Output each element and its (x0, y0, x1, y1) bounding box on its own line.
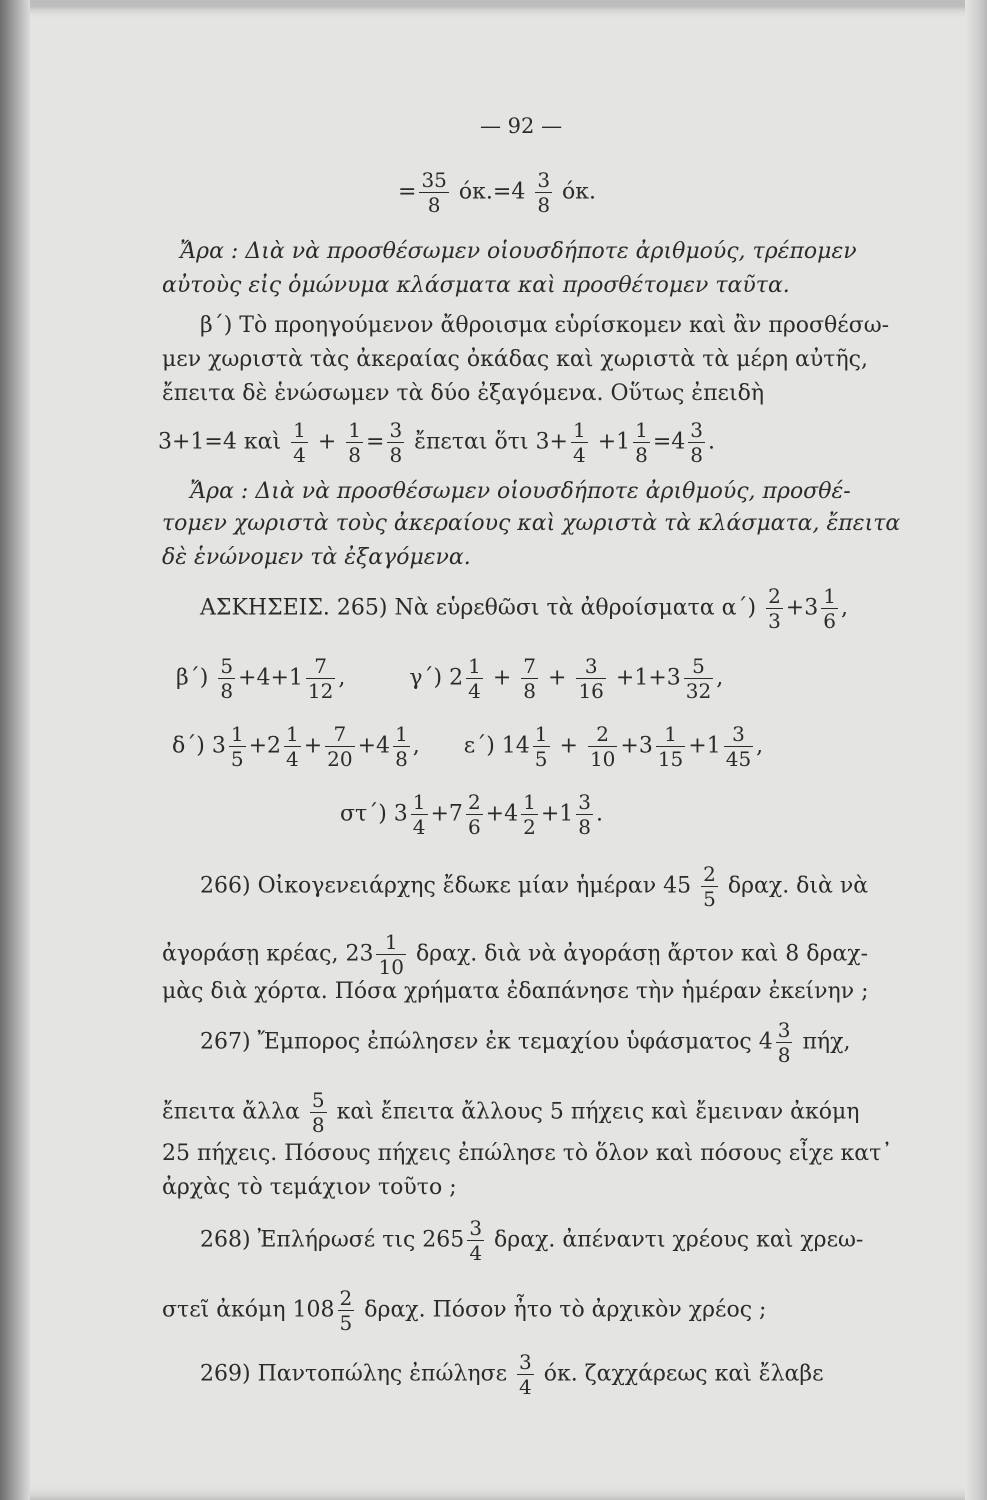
rule2-line2: τομεν χωριστὰ τοὺς ἀκεραίους καὶ χωριστὰ τὰ κλάσματα, ἔπειτα (162, 511, 901, 536)
exercise-265-d-e (172, 724, 763, 769)
problem-269-line1 (200, 1352, 824, 1397)
equation-1 (398, 170, 596, 215)
exercise-text: ΑΣΚΗΣΕΙΣ. 265) Νὰ εὑρεθῶσι τὰ ἀθροίσματα α΄) (200, 595, 757, 621)
fraction: $\frac{1}{4}$ (468, 654, 481, 703)
problem-text: στεῖ ἀκόμη 108 (162, 1297, 335, 1323)
exercise-label: ε΄) 14 (463, 733, 530, 759)
page-right-edge (965, 0, 987, 1500)
fraction: $\frac{1}{5}$ (230, 722, 244, 771)
fraction: $\frac{1}{4}$ (572, 418, 586, 467)
fraction: $\frac{2}{10}$ (589, 722, 616, 771)
plus-sign: + (317, 429, 337, 455)
eq-text: +4 (485, 801, 519, 827)
problem-text: δραχ. διὰ νὰ ἀγοράσῃ ἄρτον καὶ 8 δραχ- (415, 941, 869, 967)
problem-text: 266) Οἰκογενειάρχης ἔδωκε μίαν ἡμέραν 45 (200, 873, 692, 899)
eq-sign: = (398, 179, 417, 205)
exercise-label: στ΄) 3 (340, 801, 408, 827)
eq-text: , (338, 665, 346, 691)
fraction: $\frac{1}{8}$ (395, 722, 408, 771)
fraction: $\frac{5}{32}$ (685, 654, 712, 703)
eq-text: , (412, 733, 420, 759)
fraction: $\frac{3}{16}$ (578, 654, 604, 703)
problem-266-line2 (162, 932, 868, 977)
fraction: $\frac{1}{8}$ (635, 418, 648, 467)
fraction: $\frac{2}{5}$ (703, 862, 716, 911)
fraction: $\frac{1}{15}$ (657, 722, 684, 771)
fraction: $\frac{1}{4}$ (286, 722, 299, 771)
problem-267-line2 (162, 1090, 859, 1135)
plus-sign: + (548, 665, 567, 691)
equation-2 (158, 420, 715, 465)
plus-sign: + (303, 733, 323, 759)
plus-sign: + (492, 665, 512, 691)
problem-267-line4: ἀρχὰς τὸ τεμάχιον τοῦτο ; (162, 1175, 457, 1200)
exercise-265-b-c (176, 656, 723, 701)
book-spine (0, 0, 30, 1500)
eq-text: +4 (357, 733, 391, 759)
eq-text: όκ. (562, 179, 597, 205)
eq-sign: = (366, 429, 385, 455)
fraction: $\frac{3}{8}$ (690, 418, 704, 467)
eq-text: +3 (785, 595, 819, 621)
plus-sign: + (559, 733, 578, 759)
fraction: $\frac{3}{8}$ (578, 790, 592, 839)
fraction: $\frac{7}{8}$ (523, 654, 537, 703)
fraction: $\frac{7}{20}$ (327, 722, 353, 771)
fraction: $\frac{1}{4}$ (412, 790, 426, 839)
eq-text: , (840, 595, 848, 621)
fraction: $\frac{35}{8}$ (421, 168, 447, 217)
exercise-label: δ΄) 3 (172, 733, 226, 759)
problem-text: δραχ. Πόσον ἦτο τὸ ἀρχικὸν χρέος ; (364, 1297, 767, 1323)
fraction: $\frac{2}{3}$ (768, 584, 781, 633)
eq-text: +7 (430, 801, 463, 827)
problem-268-line1 (200, 1218, 863, 1263)
eq-text: ἔπεται ὅτι 3+ (414, 429, 568, 455)
eq-text: +1 (597, 429, 631, 455)
fraction: $\frac{1}{2}$ (523, 790, 536, 839)
fraction: $\frac{1}{6}$ (823, 584, 836, 633)
rule2-line3: δὲ ἑνώνομεν τὰ ἐξαγόμενα. (162, 545, 471, 570)
fraction: $\frac{1}{8}$ (348, 418, 361, 467)
fraction: $\frac{2}{5}$ (339, 1286, 353, 1335)
fraction: $\frac{7}{12}$ (307, 654, 334, 703)
problem-text: δραχ. ἀπέναντι χρέους καὶ χρεω- (494, 1227, 864, 1253)
page-number: — 92 — (480, 114, 563, 138)
problem-text: ἔπειτα ἄλλα (162, 1099, 300, 1125)
eq-text: . (596, 801, 604, 827)
para-b-line3: ἔπειτα δὲ ἑνώσωμεν τὰ δύο ἐξαγόμενα. Οὕτως ἐπειδὴ (162, 381, 765, 406)
problem-text: ἀγοράσῃ κρέας, 23 (162, 941, 374, 967)
fraction: $\frac{3}{8}$ (537, 168, 551, 217)
fraction: $\frac{5}{8}$ (311, 1088, 325, 1137)
problem-text: 269) Παντοπώλης ἐπώλησε (200, 1361, 507, 1387)
problem-text: 268) Ἐπλήρωσέ τις 265 (200, 1227, 465, 1253)
problem-text: καὶ ἔπειτα ἄλλους 5 πήχεις καὶ ἔμειναν ἀκόμη (336, 1099, 860, 1125)
fraction: $\frac{3}{8}$ (777, 1018, 791, 1067)
problem-268-line2 (162, 1288, 766, 1333)
eq-text: , (716, 665, 724, 691)
fraction: $\frac{2}{6}$ (467, 790, 481, 839)
rule2-line1: Ἄρα : Διὰ νὰ προσθέσωμεν οἱουσδήποτε ἀριθμούς, προσθέ- (190, 479, 851, 504)
problem-266-line3: μὰς διὰ χόρτα. Πόσα χρήματα ἐδαπάνησε τὴν ἡμέραν ἐκείνην ; (162, 979, 869, 1004)
para-b-line1: β΄) Τὸ προηγούμενον ἄθροισμα εὑρίσκομεν καὶ ἂν προσθέσω- (200, 313, 890, 338)
fraction: $\frac{1}{10}$ (378, 930, 404, 979)
eq-text: =4 (652, 429, 686, 455)
problem-text: δραχ. διὰ νὰ (727, 873, 869, 899)
eq-text: +1 (688, 733, 721, 759)
eq-text: , (756, 733, 764, 759)
fraction: $\frac{3}{4}$ (469, 1216, 483, 1265)
fraction: $\frac{3}{8}$ (389, 418, 403, 467)
problem-text: όκ. ζαχχάρεως καὶ ἔλαβε (543, 1361, 824, 1387)
eq-text: +2 (248, 733, 281, 759)
problem-text: 267) Ἔμπορος ἐπώλησεν ἐκ τεμαχίου ὑφάσματος 4 (200, 1029, 773, 1055)
fraction: $\frac{3}{45}$ (725, 722, 752, 771)
rule1-line1: Ἄρα : Διὰ νὰ προσθέσωμεν οἱουσδήποτε ἀριθμούς, τρέπομεν (180, 239, 857, 264)
eq-text: 3+1=4 καὶ (158, 429, 282, 455)
problem-text: πήχ, (802, 1029, 851, 1055)
fraction: $\frac{5}{8}$ (220, 654, 234, 703)
eq-text: +1+3 (615, 665, 681, 691)
para-b-line2: μεν χωριστὰ τὰς ἀκεραίας ὀκάδας καὶ χωριστὰ τὰ μέρη αὐτῆς, (162, 347, 868, 372)
eq-text: . (708, 429, 716, 455)
exercise-265-st (340, 792, 603, 837)
eq-text: +4+1 (238, 665, 303, 691)
exercise-265-a (200, 586, 848, 631)
problem-266-line1 (200, 864, 868, 909)
rule1-line2: αὐτοὺς εἰς ὁμώνυμα κλάσματα καὶ προσθέτομεν ταῦτα. (162, 273, 790, 298)
fraction: $\frac{1}{5}$ (534, 722, 548, 771)
fraction: $\frac{3}{4}$ (518, 1350, 532, 1399)
exercise-label: γ΄) 2 (409, 665, 464, 691)
problem-267-line1 (200, 1020, 850, 1065)
problem-267-line3: 25 πήχεις. Πόσους πήχεις ἐπώλησε τὸ ὅλον καὶ πόσους εἶχε κατ᾽ (162, 1141, 893, 1166)
exercise-label: β΄) (176, 665, 209, 691)
eq-text: +1 (540, 801, 574, 827)
page-top-edge (30, 0, 987, 6)
eq-text: +3 (620, 733, 653, 759)
eq-text: όκ.=4 (458, 179, 526, 205)
fraction: $\frac{1}{4}$ (293, 418, 306, 467)
